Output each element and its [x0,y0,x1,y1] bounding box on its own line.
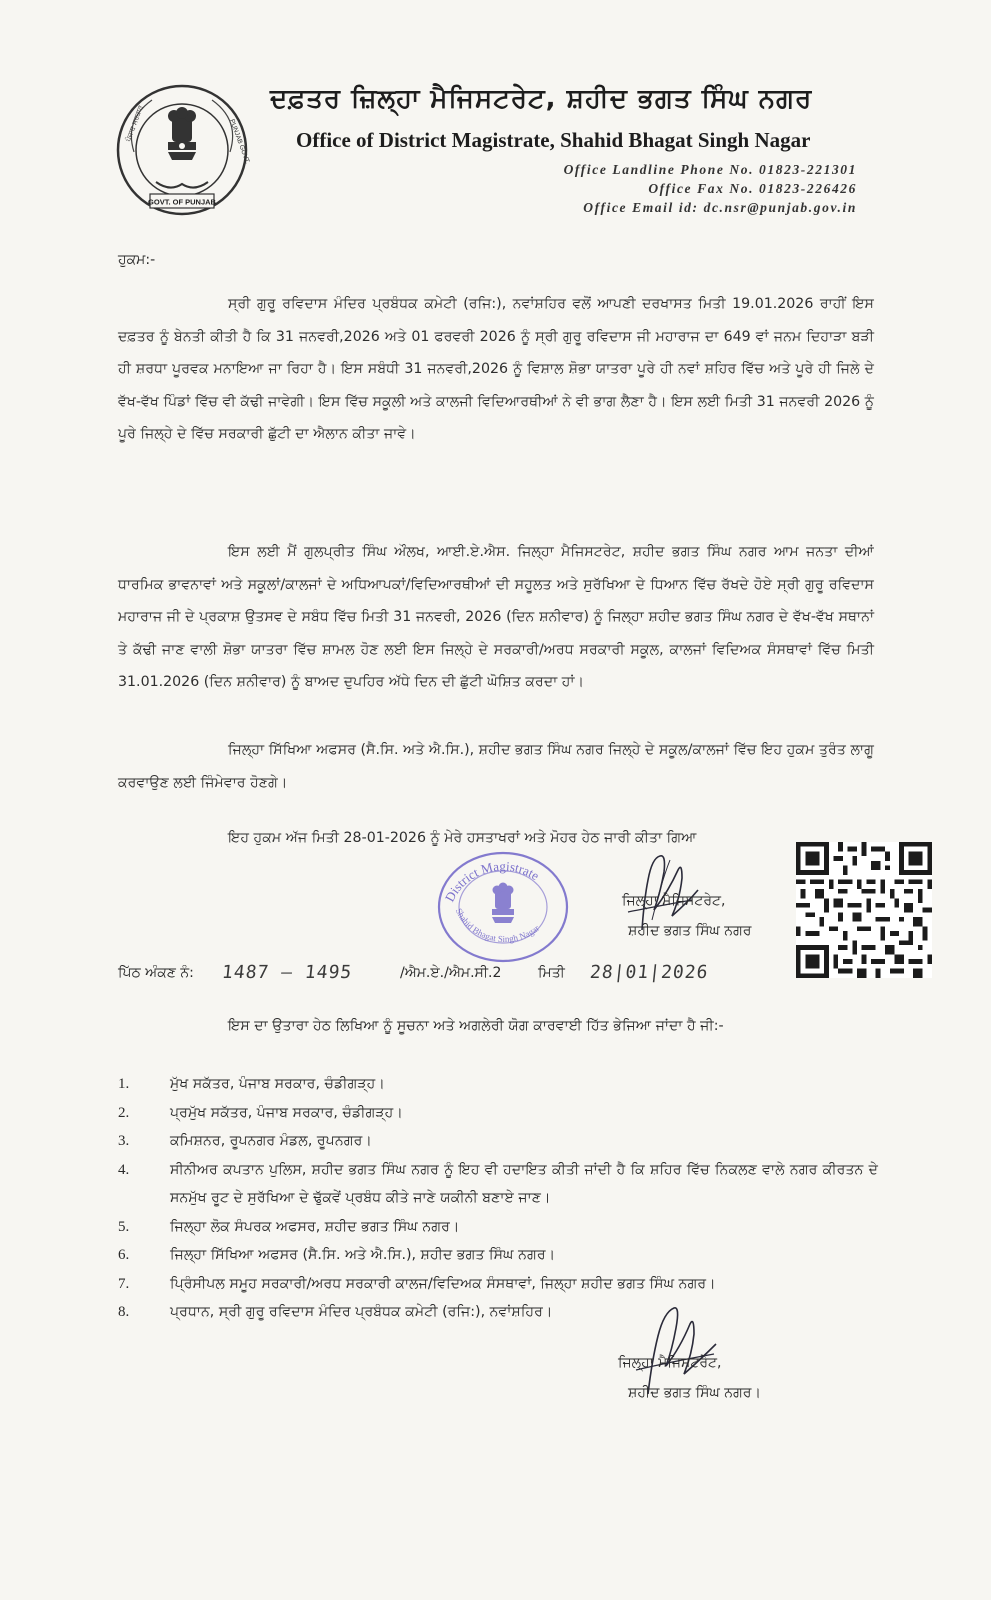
list-item: 6. ਜਿਲ੍ਹਾ ਸਿੱਖਿਆ ਅਫਸਰ (ਸੈ.ਸਿ. ਅਤੇ ਐ.ਸਿ.), ਸ਼ਹੀਦ ਭਗਤ ਸਿੰਘ ਨਗਰ। [118,1247,556,1263]
list-item: 1. ਮੁੱਖ ਸਕੱਤਰ, ਪੰਜਾਬ ਸਰਕਾਰ, ਚੰਡੀਗੜ੍ਹ। [118,1076,385,1092]
order-salutation: ਹੁਕਮ:- [118,252,156,268]
signatory-title-1: ਜਿਲ੍ਹਾ ਮੈਜਿਸਟਰੇਟ, [622,893,726,909]
stamp-text-top: District Magistrate [441,858,543,905]
stamp-text-bottom: Shahid Bhagat Singh Nagar [453,906,542,945]
order-paragraph-3: ਜਿਲ੍ਹਾ ਸਿੱਖਿਆ ਅਫਸਰ (ਸੈ.ਸਿ. ਅਤੇ ਐ.ਸਿ.), ਸ਼ਹੀਦ ਭਗਤ ਸਿੰਘ ਨਗਰ ਜਿਲ੍ਹੇ ਦੇ ਸਕੂਲ/ਕਾਲਜਾਂ ਵਿੱਚ ਇਹ ਹੁਕਮ ਤੁਰੰਤ ਲਾਗੂ ਕਰਵਾਉਣ ਲਈ ਜਿੰਮੇਵਾਰ ਹੋਣਗੇ। [118,742,874,791]
reference-date-label: ਮਿਤੀ [538,965,565,981]
list-item: 4. ਸੀਨੀਅਰ ਕਪਤਾਨ ਪੁਲਿਸ, ਸ਼ਹੀਦ ਭਗਤ ਸਿੰਘ ਨਗਰ ਨੂੰ ਇਹ ਵੀ ਹਦਾਇਤ ਕੀਤੀ ਜਾਂਦੀ ਹੈ ਕਿ ਸ਼ਹਿਰ ਵਿੱਚ ਨਿਕਲਣ ਵਾਲੇ ਨਗਰ ਕੀਰਤਨ ਦੇ ਸਨਮੁੱਖ ਰੂਟ ਦੇ ਸੁਰੱਖਿਆ ਦੇ ਢੁੱਕਵੇਂ ਪ੍ਰਬੰਧ ਕੀਤੇ ਜਾਣੇ ਯਕੀਨੀ ਬਣਾਏ ਜਾਣ। [118,1161,878,1206]
qr-code-icon [796,842,932,978]
signatory-place-1: ਸ਼ਹੀਦ ਭਗਤ ਸਿੰਘ ਨਗਰ [628,923,752,939]
punjab-govt-seal-icon [112,80,252,220]
reference-number: 1487 – 1495 [220,962,354,983]
emblem-icon [492,883,514,924]
signatory-place-2: ਸ਼ਹੀਦ ਭਗਤ ਸਿੰਘ ਨਗਰ। [628,1385,761,1401]
order-paragraph-1: ਸ੍ਰੀ ਗੁਰੂ ਰਵਿਦਾਸ ਮੰਦਿਰ ਪ੍ਰਬੰਧਕ ਕਮੇਟੀ (ਰਜਿ:), ਨਵਾਂਸ਼ਹਿਰ ਵਲੋਂ ਆਪਣੀ ਦਰਖਾਸਤ ਮਿਤੀ 19.01.2026 ਰਾਹੀਂ ਇਸ ਦਫ਼ਤਰ ਨੂੰ ਬੇਨਤੀ ਕੀਤੀ ਹੈ ਕਿ 31 ਜਨਵਰੀ,2026 ਅਤੇ 01 ਫਰਵਰੀ 2026 ਨੂੰ ਸ੍ਰੀ ਗੁਰੂ ਰਵਿਦਾਸ ਜੀ ਮਹਾਰਾਜ ਦਾ 649 ਵਾਂ ਜਨਮ ਦਿਹਾੜਾ ਬੜੀ ਹੀ ਸ਼ਰਧਾ ਪੂਰਵਕ ਮਨਾਇਆ ਜਾ ਰਿਹਾ ਹੈ। ਇਸ ਸਬੰਧੀ 31 ਜਨਵਰੀ,2026 ਨੂੰ ਵਿਸ਼ਾਲ ਸ਼ੋਭਾ ਯਾਤਰਾ ਪੂਰੇ ਹੀ ਨਵਾਂ ਸ਼ਹਿਰ ਵਿੱਚ ਅਤੇ ਪੂਰੇ ਹੀ ਜਿਲੇ ਦੇ ਵੱਖ-ਵੱਖ ਪਿੰਡਾਂ ਵਿੱਚ ਵੀ ਕੱਢੀ ਜਾਵੇਗੀ। ਇਸ ਵਿੱਚ ਸਕੂਲੀ ਅਤੇ ਕਾਲਜੀ ਵਿਦਿਆਰਥੀਆਂ ਨੇ ਵੀ ਭਾਗ ਲੈਣਾ ਹੈ। ਇਸ ਲਈ ਮਿਤੀ 31 ਜਨਵਰੀ 2026 ਨੂੰ ਪੂਰੇ ਜਿਲ੍ਹੇ ਦੇ ਵਿੱਚ ਸਰਕਾਰੀ ਛੁੱਟੀ ਦਾ ਐਲਾਨ ਕੀਤਾ ਜਾਵੇ। [118,296,874,443]
list-item: 2. ਪ੍ਰਮੁੱਖ ਸਕੱਤਰ, ਪੰਜਾਬ ਸਰਕਾਰ, ਚੰਡੀਗੜ੍ਹ। [118,1104,403,1121]
district-magistrate-stamp [432,845,574,965]
copy-to-intro: ਇਸ ਦਾ ਉਤਾਰਾ ਹੇਠ ਲਿਖਿਆ ਨੂੰ ਸੂਚਨਾ ਅਤੇ ਅਗਲੇਰੀ ਯੋਗ ਕਾਰਵਾਈ ਹਿੱਤ ਭੇਜਿਆ ਜਾਂਦਾ ਹੈ ਜੀ:- [228,1018,724,1034]
office-fax: Office Fax No. 01823-226426 [648,181,857,196]
seal-text-left: ਪੰਜਾਬ ਸਰਕਾਰ [124,104,145,143]
reference-office-code: /ਐਮ.ਏ./ਐਮ.ਸੀ.2 [400,965,502,981]
reference-label: ਪਿੱਠ ਅੰਕਣ ਨੰ: [118,965,194,981]
order-paragraph-4: ਇਹ ਹੁਕਮ ਅੱਜ ਮਿਤੀ 28-01-2026 ਨੂੰ ਮੇਰੇ ਹਸਤਾਖਰਾਂ ਅਤੇ ਮੋਹਰ ਹੇਠ ਜਾਰੀ ਕੀਤਾ ਗਿਆ [228,830,697,846]
list-item: 7. ਪ੍ਰਿੰਸੀਪਲ ਸਮੂਹ ਸਰਕਾਰੀ/ਅਰਧ ਸਰਕਾਰੀ ਕਾਲਜ/ਵਿਦਿਅਕ ਸੰਸਥਾਵਾਂ, ਜਿਲ੍ਹਾ ਸ਼ਹੀਦ ਭਗਤ ਸਿੰਘ ਨਗਰ। [118,1275,716,1292]
signatory-title-2: ਜਿਲ੍ਹਾ ਮੈਜਿਸਟਰੇਟ, [618,1355,722,1371]
seal-text-right: PUNJAB GOVT. [228,118,251,165]
office-phone: Office Landline Phone No. 01823-221301 [563,162,857,177]
seal-text-top: GOVT. OF PUNJAB [148,197,216,207]
office-email: Office Email id: dc.nsr@punjab.gov.in [583,200,857,215]
list-item: 3. ਕਮਿਸ਼ਨਰ, ਰੂਪਨਗਰ ਮੰਡਲ, ਰੂਪਨਗਰ। [118,1133,372,1149]
reference-date: 28|01|2026 [588,962,710,983]
list-item: 8. ਪ੍ਰਧਾਨ, ਸ੍ਰੀ ਗੁਰੂ ਰਵਿਦਾਸ ਮੰਦਿਰ ਪ੍ਰਬੰਧਕ ਕਮੇਟੀ (ਰਜਿ:), ਨਵਾਂਸ਼ਹਿਰ। [118,1304,553,1320]
list-item: 5. ਜਿਲ੍ਹਾ ਲੋਕ ਸੰਪਰਕ ਅਫਸਰ, ਸ਼ਹੀਦ ਭਗਤ ਸਿੰਘ ਨਗਰ। [118,1218,460,1235]
svg-text:District Magistrate [442,859,542,905]
copy-to-list [118,1070,878,1327]
office-title-punjabi: ਦਫ਼ਤਰ ਜ਼ਿਲ੍ਹਾ ਮੈਜਿਸਟਰੇਟ, ਸ਼ਹੀਦ ਭਗਤ ਸਿੰਘ ਨਗਰ [270,84,813,114]
office-title-english: Office of District Magistrate, Shahid Bhagat Singh Nagar [296,128,811,152]
order-paragraph-2: ਇਸ ਲਈ ਮੈਂ ਗੁਲਪ੍ਰੀਤ ਸਿੰਘ ਔਲਖ, ਆਈ.ਏ.ਐਸ. ਜਿਲ੍ਹਾ ਮੈਜਿਸਟਰੇਟ, ਸ਼ਹੀਦ ਭਗਤ ਸਿੰਘ ਨਗਰ ਆਮ ਜਨਤਾ ਦੀਆਂ ਧਾਰਮਿਕ ਭਾਵਨਾਵਾਂ ਅਤੇ ਸਕੂਲਾਂ/ਕਾਲਜਾਂ ਦੇ ਅਧਿਆਪਕਾਂ/ਵਿਦਿਆਰਥੀਆਂ ਦੀ ਸਹੂਲਤ ਅਤੇ ਸੁਰੱਖਿਆ ਦੇ ਧਿਆਨ ਵਿੱਚ ਰੱਖਦੇ ਹੋਏ ਸ੍ਰੀ ਗੁਰੂ ਰਵਿਦਾਸ ਮਹਾਰਾਜ ਜੀ ਦੇ ਪ੍ਰਕਾਸ਼ ਉਤਸਵ ਦੇ ਸਬੰਧ ਵਿੱਚ ਮਿਤੀ 31 ਜਨਵਰੀ, 2026 (ਦਿਨ ਸ਼ਨੀਵਾਰ) ਨੂੰ ਜਿਲ੍ਹਾ ਸ਼ਹੀਦ ਭਗਤ ਸਿੰਘ ਨਗਰ ਦੇ ਵੱਖ-ਵੱਖ ਸਥਾਨਾਂ ਤੇ ਕੱਢੀ ਜਾਣ ਵਾਲੀ ਸ਼ੋਭਾ ਯਾਤਰਾ ਵਿੱਚ ਸ਼ਾਮਲ ਹੋਣ ਲਈ ਇਸ ਜਿਲ੍ਹੇ ਦੇ ਸਰਕਾਰੀ/ਅਰਧ ਸਰਕਾਰੀ ਸਕੂਲ, ਕਾਲਜਾਂ ਵਿਦਿਅਕ ਸੰਸਥਾਵਾਂ ਵਿੱਚ ਮਿਤੀ 31.01.2026 (ਦਿਨ ਸ਼ਨੀਵਾਰ) ਨੂੰ ਬਾਅਦ ਦੁਪਹਿਰ ਅੱਧੇ ਦਿਨ ਦੀ ਛੁੱਟੀ ਘੋਸ਼ਿਤ ਕਰਦਾ ਹਾਂ। [118,544,874,691]
